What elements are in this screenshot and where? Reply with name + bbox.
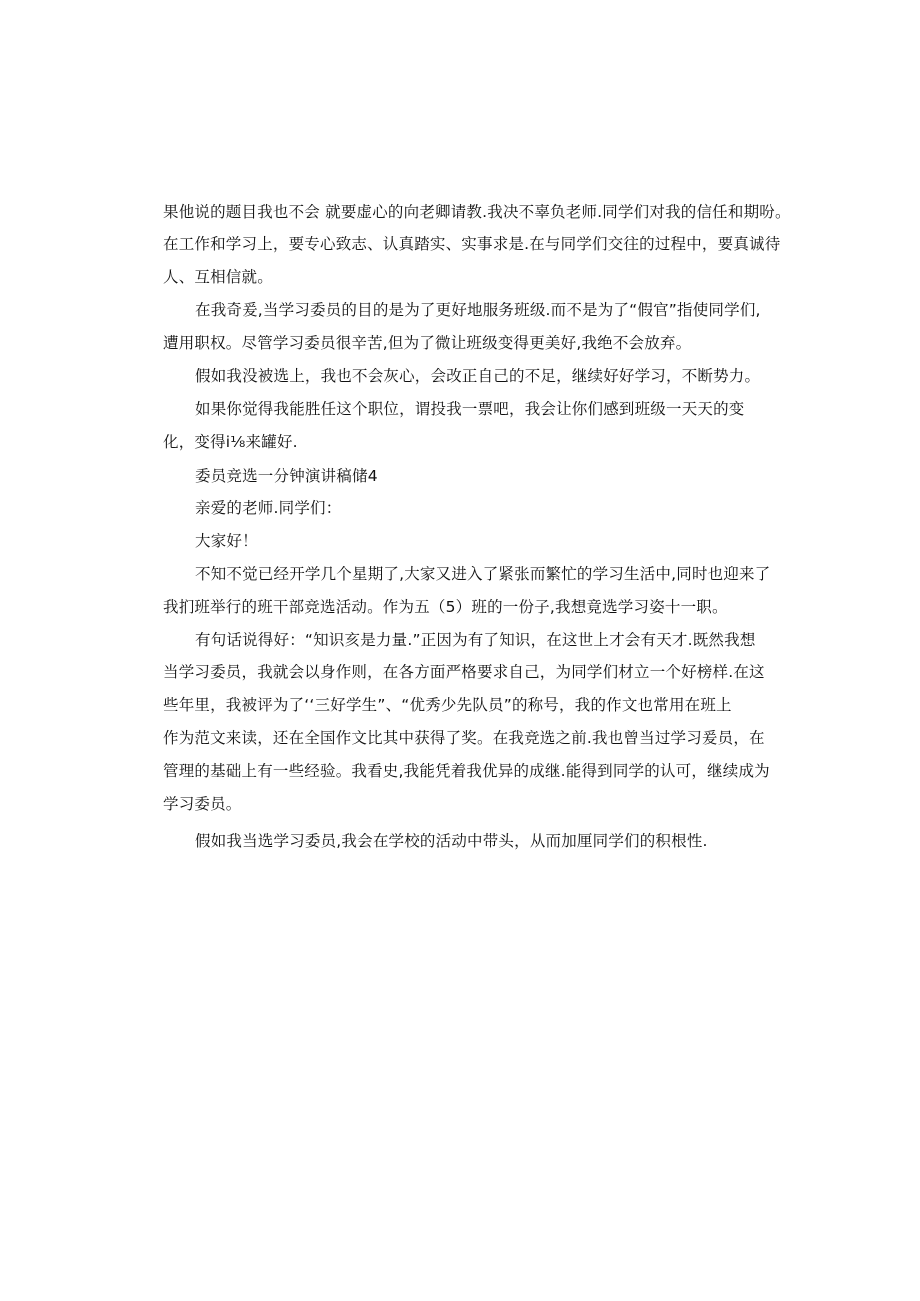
text-line: 假如我没被选上，我也不会灰心，会改正自己的不足，继续好好学习，不断势力。 (195, 367, 761, 385)
text-line: 管理的基础上有一些经验。我看史,我能凭着我优异的成继.能得到同学的认可，继续成为 (163, 762, 770, 780)
text-line: 在我奇爰,当学习委员的目的是为了更好地服务班级.而不是为了“假官”指使同学们, (195, 301, 761, 319)
text-line: 假如我当选学习委员,我会在学校的活动中带头，从而加厘同学们的积根性. (195, 832, 708, 850)
text-line: 化，变得i⅛来罐好. (163, 433, 298, 451)
text-line: 些年里，我被评为了‘‘三好学生”、“优秀少先队员”的称号，我的作文也常用在班上 (163, 696, 732, 714)
text-line: 当学习委员，我就会以身作则，在各方面严格要求自己，为同学们材立一个好榜样.在这 (163, 663, 765, 681)
text-line: 人、互相信就。 (163, 268, 273, 286)
text-line: 如果你觉得我能胜任这个职位，谓投我一票吧，我会让你们感到班级一天天的变 (195, 400, 745, 418)
text-line: 不知不觉已经开学几个星期了,大家又进入了紧张而繁忙的学习生活中,同时也迎来了 (195, 565, 771, 583)
text-line: 学习委员。 (163, 795, 242, 813)
text-line: 有句话说得好：“知识亥是力量.”正因为有了知识，在这世上才会有天才.既然我想 (195, 631, 756, 649)
text-line: 果他说的题目我也不会 就要虚心的向老卿请教.我决不辜负老师.同学们对我的信任和期吩。 (163, 203, 791, 221)
text-line: 在工作和学习上，要专心致志、认真踏实、实事求是.在与同学们交往的过程中，要真诚待 (163, 235, 781, 253)
salutation: 亲爱的老师.同学们： (195, 499, 342, 517)
text-line: 我扪班举行的班干部竞选活动。作为五（5）班的一份子,我想竟选学习姿十一职。 (163, 598, 728, 616)
text-line: 作为范文来读，还在全国作文比其中获得了奖。在我竞选之前.我也曾当过学习爰员，在 (163, 729, 765, 747)
greeting: 大家好！ (195, 532, 258, 550)
section-heading: 委员竞选一分钟演讲稿储4 (195, 467, 378, 485)
text-line: 遭用职权。尽管学习委员很辛苦,但为了微让班级变得更美好,我绝不会放弃。 (163, 334, 692, 352)
